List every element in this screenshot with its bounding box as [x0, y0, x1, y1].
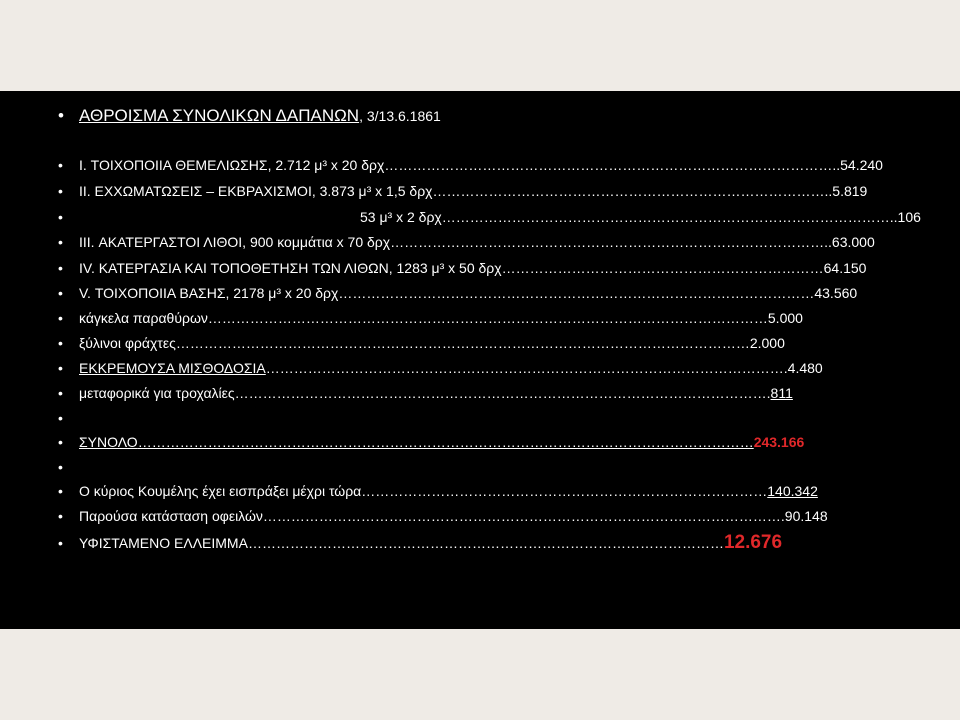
item-value: 43.560 [814, 285, 858, 301]
list-item [58, 456, 898, 478]
item-label: IV. ΚΑΤΕΡΓΑΣΙΑ ΚΑΙ ΤΟΠΟΘΕΤΗΣΗ ΤΩΝ ΛΙΘΩΝ, 1283 μ³ x 50 δρχ [79, 260, 502, 276]
item-label: κάγκελα παραθύρων [79, 310, 208, 326]
list-item [58, 357, 898, 379]
item-label: ξύλινοι φράχτες [79, 335, 176, 351]
bullet-icon: • [58, 459, 63, 475]
item-value: 4.480 [787, 360, 823, 376]
bullet-icon: • [58, 535, 63, 551]
title-main: ΑΘΡΟΙΣΜΑ ΣΥΝΟΛΙΚΩΝ ΔΑΠΑΝΩΝ [79, 106, 360, 125]
bullet-icon: • [58, 508, 63, 524]
bullet-icon: • [58, 285, 63, 301]
list-item [58, 231, 898, 253]
bullet-icon: • [58, 360, 63, 376]
list-item [58, 206, 921, 228]
bullet-icon: • [58, 483, 63, 499]
item-value: 64.150 [823, 260, 867, 276]
item-dots: …………………………………………………………………………………………………………………… [137, 434, 754, 450]
item-label: μεταφορικά για τροχαλίες [79, 385, 235, 401]
bullet-icon: • [58, 106, 64, 125]
item-label: III. ΑΚΑΤΕΡΓΑΣΤΟΙ ΛΙΘΟΙ, 900 κομμάτια x 70 δρχ [79, 234, 391, 250]
list-item-deficit [58, 532, 898, 554]
item-dots: …………………………………………………………………………………….. [441, 209, 898, 225]
item-dots: ………………………………………………………………………………………… [338, 285, 815, 301]
item-label: Ο κύριος Κουμέλης έχει εισπράξει μέχρι τώρα [79, 483, 362, 499]
item-value: 140.342 [767, 483, 818, 499]
item-dots: ………………………………………………………………………….. [432, 183, 833, 199]
title-date: , 3/13.6.1861 [359, 108, 441, 124]
list-item [58, 382, 898, 404]
item-label: Παρούσα κατάσταση οφειλών [79, 508, 263, 524]
item-value: 106 [897, 209, 921, 225]
item-label: II. ΕΧΧΩΜΑΤΩΣΕΙΣ – ΕΚΒΡΑΧΙΣΜΟΙ, 3.873 μ³ x 1,5 δρχ [79, 183, 433, 199]
item-value: 12.676 [723, 532, 783, 553]
list-item-total [58, 431, 898, 453]
item-dots: …………………………………………………………………………………………………. [265, 360, 788, 376]
item-dots: …………………………………………………………………………………………………………… [175, 335, 750, 351]
item-label: ΥΦΙΣΤΑΜΕΝΟ ΕΛΛΕΙΜΜΑ [79, 535, 248, 551]
list-item [58, 257, 898, 279]
item-label: V. ΤΟΙΧΟΠΟΙΙΑ ΒΑΣΗΣ, 2178 μ³ x 20 δρχ [79, 285, 339, 301]
item-label: 53 μ³ x 2 δρχ [360, 209, 442, 225]
list-item [58, 480, 898, 502]
item-label: I. ΤΟΙΧΟΠΟΙΙΑ ΘΕΜΕΛΙΩΣΗΣ, 2.712 μ³ x 20 δρχ [79, 157, 385, 173]
bullet-icon: • [58, 209, 63, 225]
item-value: 90.148 [784, 508, 828, 524]
item-value: 243.166 [753, 434, 805, 450]
bullet-icon: • [58, 410, 63, 426]
item-label: ΣΥΝΟΛΟ [79, 434, 138, 450]
item-value: 63.000 [831, 234, 875, 250]
item-dots: ………………………………………………………………………………………… [247, 535, 724, 551]
item-dots: ……………………………………………………………………………………………………. [234, 385, 771, 401]
bullet-icon: • [58, 157, 63, 173]
item-dots: …………………………………………………………… [501, 260, 824, 276]
item-value: 5.819 [832, 183, 868, 199]
item-value: 54.240 [840, 157, 883, 173]
slide [0, 91, 960, 629]
item-dots: …………………………………………………………………………………………………. [262, 508, 785, 524]
bullet-icon: • [58, 234, 63, 250]
list-item [58, 332, 898, 354]
list-item [58, 307, 898, 329]
bullet-icon: • [58, 434, 63, 450]
item-dots: ………………………………………………………………………………………………………… [207, 310, 768, 326]
bullet-icon: • [58, 260, 63, 276]
slide-title [58, 101, 898, 131]
bullet-icon: • [58, 335, 63, 351]
item-value: 5.000 [767, 310, 803, 326]
list-item [58, 154, 898, 176]
list-item [58, 180, 898, 202]
item-value: 811 [770, 385, 793, 401]
item-dots: ………………………………………………………………………………….. [390, 234, 832, 250]
item-dots: …………………………………………………………………………………….. [384, 157, 841, 173]
bullet-icon: • [58, 183, 63, 199]
bullet-icon: • [58, 385, 63, 401]
bullet-icon: • [58, 310, 63, 326]
list-item [58, 505, 898, 527]
item-dots: …………………………………………………………………………… [361, 483, 768, 499]
item-label: ΕΚΚΡΕΜΟΥΣΑ ΜΙΣΘΟΔΟΣΙΑ [79, 360, 266, 376]
list-item [58, 282, 898, 304]
item-value: 2.000 [749, 335, 785, 351]
list-item [58, 407, 898, 429]
